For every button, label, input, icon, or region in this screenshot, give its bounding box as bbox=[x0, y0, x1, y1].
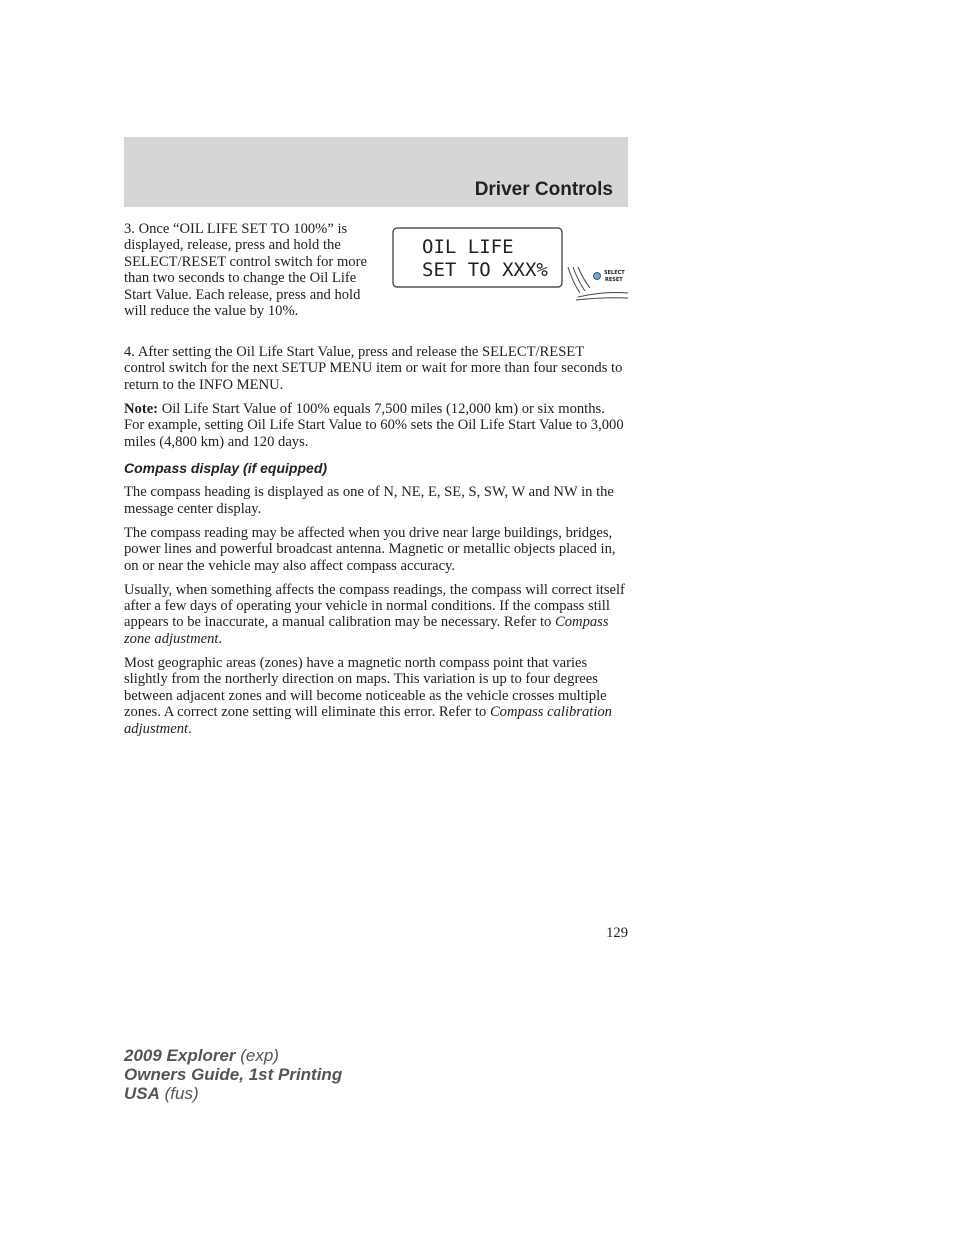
note-text: Oil Life Start Value of 100% equals 7,500 miles (12,000 km) or six months. For example, setting Oil Life Start Value to 60% sets the Oil Life Start Value to 3,000 miles (4,800 km) and 120 days. bbox=[124, 400, 624, 450]
document-footer bbox=[124, 1046, 342, 1103]
select-reset-button-icon bbox=[594, 273, 601, 280]
footer-line-1 bbox=[124, 1046, 342, 1065]
page-number: 129 bbox=[606, 925, 628, 941]
compass-zone-adjustment-ref: Compass zone adjustment bbox=[124, 614, 609, 647]
footer-line-2 bbox=[124, 1065, 342, 1084]
display-line-2: SET TO XXX% bbox=[422, 259, 548, 281]
compass-p3-text: Usually, when something affects the compass readings, the compass will correct itself after a few days of operating your vehicle in normal conditions. If the compass still appears to be inaccurate, a manual calibration may be necessary. Refer to bbox=[124, 581, 625, 631]
step3-text: 3. Once “OIL LIFE SET TO 100%” is displayed, release, press and hold the SELECT/RESET control switch for more than two seconds to change the Oil Life Start Value. Each release, press and hold will reduce the value by 10%. bbox=[124, 221, 367, 320]
compass-p4-end: . bbox=[188, 720, 192, 737]
compass-paragraph-3 bbox=[124, 582, 628, 648]
footer-model-code: (exp) bbox=[235, 1046, 279, 1065]
footer-market-code: (fus) bbox=[159, 1084, 199, 1103]
compass-calibration-adjustment-ref: Compass calibration adjustment bbox=[124, 704, 612, 737]
select-button-label: SELECT bbox=[604, 270, 625, 276]
compass-paragraph-1: The compass heading is displayed as one of N, NE, E, SE, S, SW, W and NW in the message center display. bbox=[124, 484, 614, 517]
compass-heading: Compass display (if equipped) bbox=[124, 460, 328, 477]
footer-printing: Owners Guide, 1st Printing bbox=[124, 1065, 343, 1084]
section-title: Driver Controls bbox=[474, 179, 613, 200]
message-center-display-illustration bbox=[392, 227, 628, 307]
step4-paragraph: 4. After setting the Oil Life Start Value, press and release the SELECT/RESET control switch for the next SETUP MENU item or wait for more than four seconds to return to the INFO MENU. bbox=[124, 344, 623, 393]
reset-button-label: RESET bbox=[605, 277, 623, 283]
footer-market: USA bbox=[124, 1084, 160, 1103]
section-header-band bbox=[124, 137, 628, 207]
compass-p3-end: . bbox=[218, 630, 223, 647]
note-label: Note: bbox=[124, 400, 159, 417]
footer-line-3 bbox=[124, 1084, 342, 1103]
display-line-1: OIL LIFE bbox=[422, 236, 514, 258]
compass-p4-text: Most geographic areas (zones) have a magnetic north compass point that varies slightly from the northerly direction on maps. This variation is up to four degrees between adjacent zones and will become noticeable as the vehicle crosses multiple zones. A correct zone setting will eliminate this error. Refer to bbox=[124, 654, 607, 721]
footer-model: 2009 Explorer bbox=[124, 1046, 236, 1065]
compass-paragraph-2: The compass reading may be affected when you drive near large buildings, bridges, power lines and powerful broadcast antenna. Magnetic or metallic objects placed in, on or near the vehicle may also affect compass accuracy. bbox=[124, 524, 616, 574]
compass-paragraph-4 bbox=[124, 655, 628, 737]
step3-row bbox=[124, 221, 628, 340]
note-paragraph bbox=[124, 401, 628, 450]
main-content bbox=[124, 221, 628, 745]
